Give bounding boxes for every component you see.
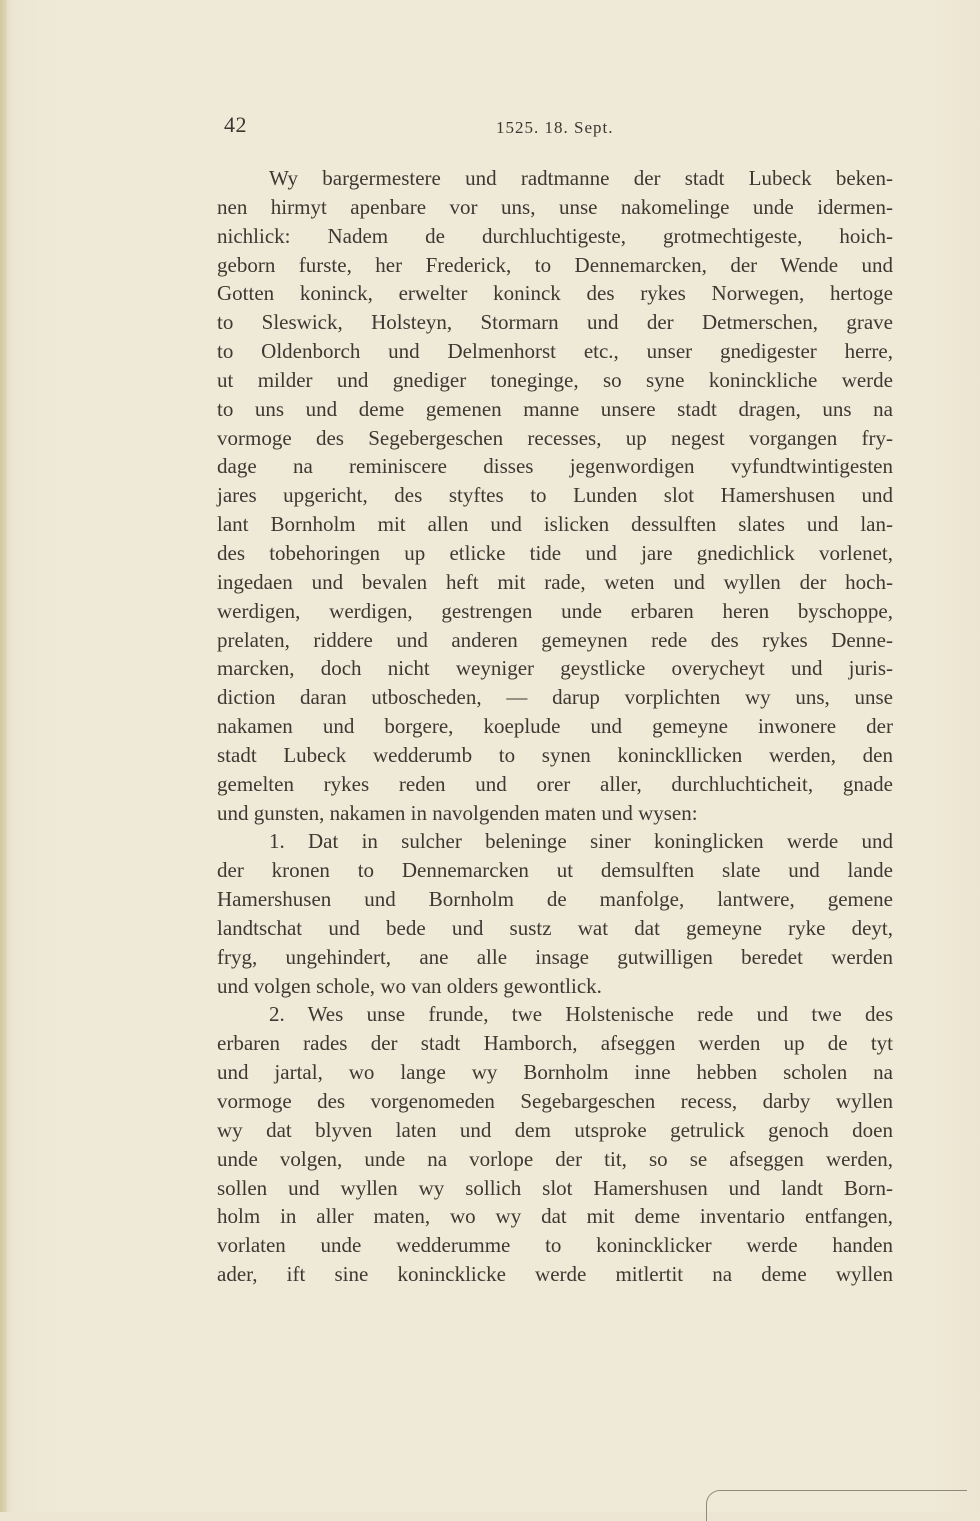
- text-line: nakamen und borgere, koeplude und gemeyne inwonere der: [217, 714, 893, 739]
- text-line: erbaren rades der stadt Hamborch, afseggen werden up de tyt: [217, 1031, 893, 1056]
- text-line: holm in aller maten, wo wy dat mit deme inventario entfangen,: [217, 1204, 893, 1229]
- running-head-date: 1525. 18. Sept.: [496, 118, 614, 137]
- page-corner-mark: [706, 1490, 967, 1521]
- text-line: to Oldenborch und Delmenhorst etc., unser gnedigester herre,: [217, 339, 893, 364]
- text-line: jares upgericht, des styftes to Lunden slot Hamershusen und: [217, 483, 893, 508]
- text-line: dage na reminiscere disses jegenwordigen vyfundtwintigesten: [217, 454, 893, 479]
- text-line: to uns und deme gemenen manne unsere stadt dragen, uns na: [217, 396, 893, 421]
- text-line: und jartal, wo lange wy Bornholm inne hebben scholen na: [217, 1060, 893, 1085]
- page-number: 42: [224, 112, 247, 137]
- text-line: und gunsten, nakamen in navolgenden maten und wysen:: [217, 800, 698, 825]
- text-line: marcken, doch nicht weyniger geystlicke overycheyt und juris-: [217, 656, 893, 681]
- text-line: geborn furste, her Frederick, to Dennemarcken, der Wende und: [217, 252, 893, 277]
- text-line: prelaten, riddere und anderen gemeynen rede des rykes Denne-: [217, 627, 893, 652]
- text-line: vormoge des Segebergeschen recesses, up negest vorgangen fry-: [217, 425, 893, 450]
- text-line: 2. Wes unse frunde, twe Holstenische rede und twe des: [269, 1002, 893, 1027]
- text-line: vorlaten unde wedderumme to konincklicker werde handen: [217, 1233, 893, 1258]
- text-line: ut milder und gnediger toneginge, so syne koninckliche werde: [217, 367, 893, 392]
- text-line: und volgen schole, wo van olders gewontlick.: [217, 973, 602, 998]
- text-line: ader, ift sine konincklicke werde mitlertit na deme wyllen: [217, 1262, 893, 1287]
- text-line: vormoge des vorgenomeden Segebargeschen recess, darby wyllen: [217, 1089, 893, 1113]
- text-line: fryg, ungehindert, ane alle insage gutwilligen beredet werden: [217, 944, 893, 969]
- text-line: landtschat und bede und sustz wat dat gemeyne ryke deyt,: [217, 915, 893, 940]
- text-line: unde volgen, unde na vorlope der tit, so se afseggen werden,: [217, 1146, 893, 1171]
- text-line: stadt Lubeck wedderumb to synen koninckllicken werden, den: [217, 742, 893, 767]
- page-spine-edge: [0, 0, 7, 1512]
- text-line: gemelten rykes reden und orer aller, durchluchticheit, gnade: [217, 771, 893, 796]
- document-body: [217, 164, 893, 1289]
- text-line: des tobehoringen up etlicke tide und jare gnedichlick vorlenet,: [217, 540, 893, 565]
- text-line: wy dat blyven laten und dem utsproke getrulick genoch doen: [217, 1117, 893, 1142]
- text-line: Wy bargermestere und radtmanne der stadt Lubeck beken-: [269, 166, 893, 190]
- text-line: sollen und wyllen wy sollich slot Hamershusen und landt Born-: [217, 1175, 893, 1200]
- text-line: ingedaen und bevalen heft mit rade, weten und wyllen der hoch-: [217, 569, 893, 594]
- text-line: diction daran utboscheden, — darup vorplichten wy uns, unse: [217, 685, 893, 710]
- text-line: werdigen, werdigen, gestrengen unde erbaren heren byschoppe,: [217, 598, 893, 623]
- text-line: nichlick: Nadem de durchluchtigeste, grotmechtigeste, hoich-: [217, 223, 893, 248]
- text-line: lant Bornholm mit allen und islicken dessulften slates und lan-: [217, 512, 893, 537]
- text-line: nen hirmyt apenbare vor uns, unse nakomelinge unde idermen-: [217, 194, 893, 219]
- text-line: 1. Dat in sulcher beleninge siner koninglicken werde und: [269, 829, 893, 854]
- text-line: to Sleswick, Holsteyn, Stormarn und der Detmerschen, grave: [217, 310, 893, 335]
- text-line: Gotten koninck, erwelter koninck des rykes Norwegen, hertoge: [217, 281, 893, 306]
- text-line: der kronen to Dennemarcken ut demsulften slate und lande: [217, 858, 893, 883]
- text-line: Hamershusen und Bornholm de manfolge, lantwere, gemene: [217, 887, 893, 912]
